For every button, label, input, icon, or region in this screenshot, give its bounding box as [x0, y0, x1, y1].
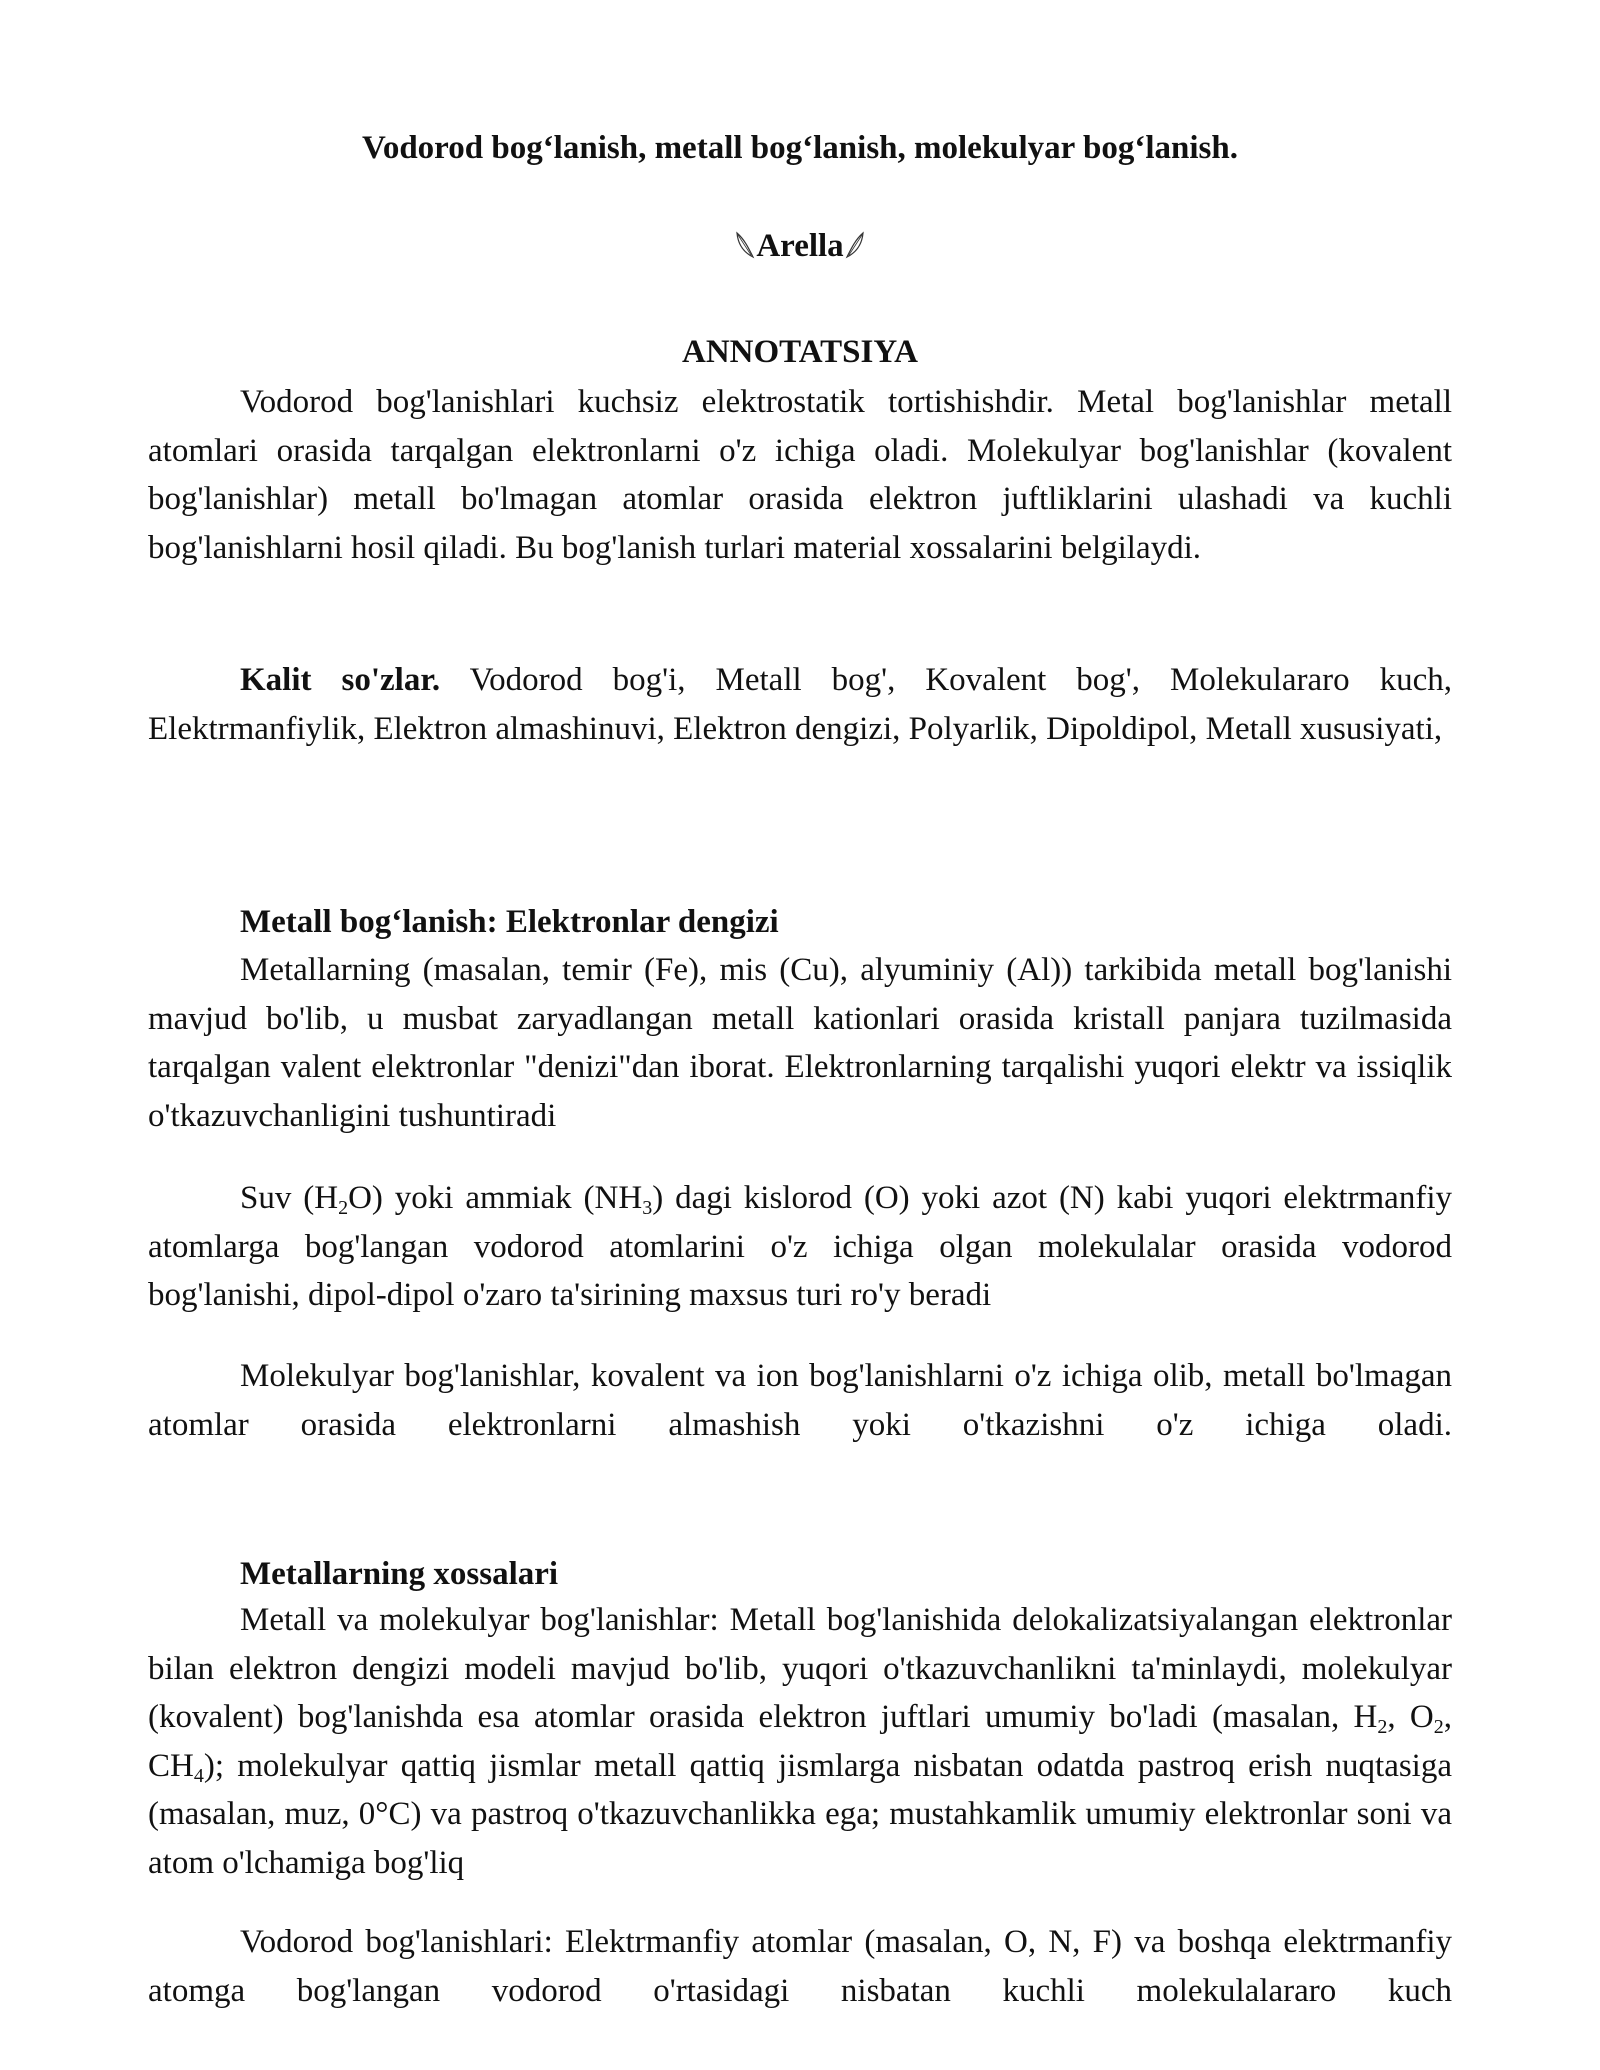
annotation-heading: ANNOTATSIYA — [682, 334, 918, 370]
document-title: Vodorod bog‘lanish, metall bog‘lanish, molekulyar bog‘lanish. — [362, 130, 1238, 166]
leaf-right-icon — [844, 230, 866, 260]
author-line — [148, 228, 1452, 265]
metal-bond-paragraph: Metallarning (masalan, temir (Fe), mis (Cu), alyuminiy (Al)) tarkibida metall bog'lanishi mavjud bo'lib, u musbat zaryadlangan metall kationlari orasida kristall panjara tuzilmasida tarqalgan valent elektronlar "denizi"dan iborat. Elektronlarning tarqalishi yuqori elektr va issiqlik o'tkazuvchanligini tushuntiradi — [148, 952, 1452, 1134]
keywords-paragraph — [148, 656, 1452, 753]
leaf-left-icon — [734, 230, 756, 260]
section-heading-metal-bond: Metall bog‘lanish: Elektronlar dengizi — [240, 904, 779, 940]
hydrogen-bond-paragraph: Suv $(H_2O)$ yoki ammiak $(NH_3)$ dagi kislorod (O) yoki azot (N) kabi yuqori elektrmanfiy atomlarga bog'langan vodorod atomlarini o'z ichiga olgan molekulalar orasida vodorod bog'lanishi, dipol-dipol o'zaro ta'sirining maxsus turi ro'y beradi — [148, 1180, 1452, 1313]
section-heading-metal-properties: Metallarning xossalari — [240, 1556, 559, 1592]
author-name: Arella — [756, 228, 844, 264]
molecular-bond-paragraph: Molekulyar bog'lanishlar, kovalent va ion bog'lanishlarni o'z ichiga olib, metall bo'lmagan atomlar orasida elektronlarni almashish yoki o'tkazishni o'z ichiga oladi. — [148, 1358, 1452, 1443]
keywords-label: Kalit so'zlar. — [240, 662, 441, 698]
keywords-text: Vodorod bog'i, Metall bog', Kovalent bog', Molekulararo kuch, Elektrmanfiylik, Elektron almashinuvi, Elektron dengizi, Polyarlik, Dipoldipol, Metall xususiyati, — [148, 662, 1452, 747]
hydrogen-bonds-paragraph: Vodorod bog'lanishlari: Elektrmanfiy atomlar (masalan, O, N, F) va boshqa elektrmanfiy atomga bog'langan vodorod o'rtasidagi nisbatan kuchli molekulalararo kuch — [148, 1924, 1452, 2009]
annotation-paragraph: Vodorod bog'lanishlari kuchsiz elektrostatik tortishishdir. Metal bog'lanishlar metall atomlari orasida tarqalgan elektronlarni o'z ichiga oladi. Molekulyar bog'lanishlar (kovalent bog'lanishlar) metall bo'lmagan atomlar orasida elektron juftliklarini ulashadi va kuchli bog'lanishlarni hosil qiladi. Bu bog'lanish turlari material xossalarini belgilaydi. — [148, 384, 1452, 566]
metal-properties-paragraph: Metall va molekulyar bog'lanishlar: Metall bog'lanishida delokalizatsiyalangan elektronlar bilan elektron dengizi modeli mavjud bo'lib, yuqori o'tkazuvchanlikni ta'minlaydi, molekulyar (kovalent) bog'lanishda esa atomlar orasida elektron juftlari umumiy bo'ladi (masalan, $H_2$, $O_2$, $CH_4$); molekulyar qattiq jismlar metall qattiq jismlarga nisbatan odatda pastroq erish nuqtasiga (masalan, muz, 0°C) va pastroq o'tkazuvchanlikka ega; mustahkamlik umumiy elektronlar soni va atom o'lchamiga bog'liq — [148, 1602, 1452, 1881]
